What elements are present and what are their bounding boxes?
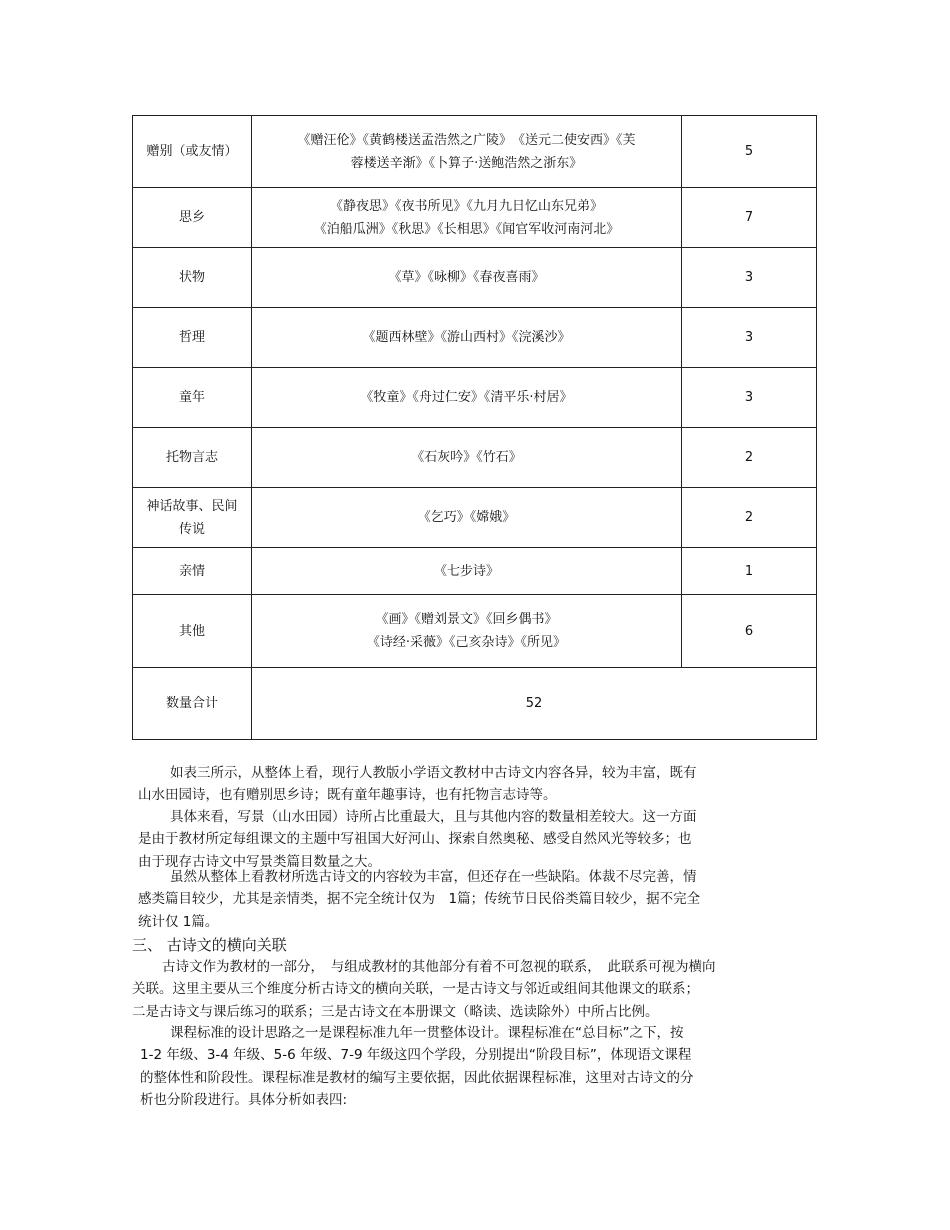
category-cell: 状物 — [133, 248, 252, 308]
titles-cell: 《画》《赠刘景文》《回乡偶书》 《诗经·采薇》《己亥杂诗》《所见》 — [252, 595, 682, 668]
count-cell: 3 — [682, 308, 817, 368]
count-cell: 2 — [682, 488, 817, 548]
table-row — [133, 248, 817, 308]
count-cell: 7 — [682, 188, 817, 248]
category-cell: 童年 — [133, 368, 252, 428]
paragraph-3: 虽然从整体上看教材所选古诗文的内容较为丰富，但还存在一些缺陷。体裁不尽完善，情 感类篇目较少，尤其是亲情类，据不完全统计仅为 1篇；传统节日民俗类篇目较少，据不完全 统计仅 1篇。 — [138, 869, 701, 930]
count-cell: 2 — [682, 428, 817, 488]
total-value-cell: 52 — [252, 668, 817, 740]
titles-cell: 《七步诗》 — [252, 548, 682, 595]
table-row — [133, 188, 817, 248]
category-cell: 亲情 — [133, 548, 252, 595]
table-row — [133, 595, 817, 668]
paragraph-4: 古诗文作为教材的一部分， 与组成教材的其他部分有着不可忽视的联系， 此联系可视为横向 关联。这里主要从三个维度分析古诗文的横向关联，一是古诗文与邻近或组间其他课文的联系； 二是古诗文与课后练习的联系；三是古诗文在本册课文（略读、选读除外）中所占比例。 — [132, 959, 716, 1020]
category-cell: 赠别（或友情） — [133, 116, 252, 188]
table-row — [133, 428, 817, 488]
titles-cell: 《题西林壁》《游山西村》《浣溪沙》 — [252, 308, 682, 368]
count-cell: 6 — [682, 595, 817, 668]
category-cell: 哲理 — [133, 308, 252, 368]
count-cell: 1 — [682, 548, 817, 595]
poem-category-table — [132, 115, 817, 740]
count-cell: 3 — [682, 248, 817, 308]
table-row — [133, 116, 817, 188]
category-cell: 思乡 — [133, 188, 252, 248]
paragraph-2: 具体来看，写景（山水田园）诗所占比重最大，且与其他内容的数量相差较大。这一方面 是由于教材所定每组课文的主题中写祖国大好河山、探索自然奥秘、感受自然风光等较多；也 由于现存古诗文中写景类篇目数量之大。 — [138, 809, 697, 870]
count-cell: 5 — [682, 116, 817, 188]
table-row — [133, 548, 817, 595]
titles-cell: 《石灰吟》《竹石》 — [252, 428, 682, 488]
category-cell: 托物言志 — [133, 428, 252, 488]
count-cell: 3 — [682, 368, 817, 428]
category-cell: 神话故事、民间传说 — [133, 488, 252, 548]
titles-cell: 《静夜思》《夜书所见》《九月九日忆山东兄弟》 《泊船瓜洲》《秋思》《长相思》《闻官军收河南河北》 — [252, 188, 682, 248]
paragraph-1: 如表三所示，从整体上看，现行人教版小学语文教材中古诗文内容各异，较为丰富，既有 山水田园诗，也有赠别思乡诗；既有童年趣事诗，也有托物言志诗等。 — [138, 765, 697, 804]
category-cell: 其他 — [133, 595, 252, 668]
titles-cell: 《草》《咏柳》《春夜喜雨》 — [252, 248, 682, 308]
table-row — [133, 368, 817, 428]
table-row — [133, 308, 817, 368]
table-total-row — [133, 668, 817, 740]
paragraph-5: 课程标准的设计思路之一是课程标准九年一贯整体设计。课程标准在“总目标”之下，按 1-2 年级、3-4 年级、5-6 年级、7-9 年级这四个学段，分别提出“阶段目标”，体现语文课程 的整体性和阶段性。课程标准是教材的编写主要依据，因此依据课程标准，这里对古诗文的分 析也分阶段进行。具体分析如表四: — [140, 1025, 694, 1109]
section-heading: 三、 古诗文的横向关联 — [132, 936, 287, 954]
table-row — [133, 488, 817, 548]
total-label-cell: 数量合计 — [133, 668, 252, 740]
titles-cell: 《赠汪伦》《黄鹤楼送孟浩然之广陵》 《送元二使安西》《芙 蓉楼送辛渐》《卜算子·送鲍浩然之浙东》 — [252, 116, 682, 188]
titles-cell: 《乞巧》《嫦娥》 — [252, 488, 682, 548]
titles-cell: 《牧童》《舟过仁安》《清平乐·村居》 — [252, 368, 682, 428]
